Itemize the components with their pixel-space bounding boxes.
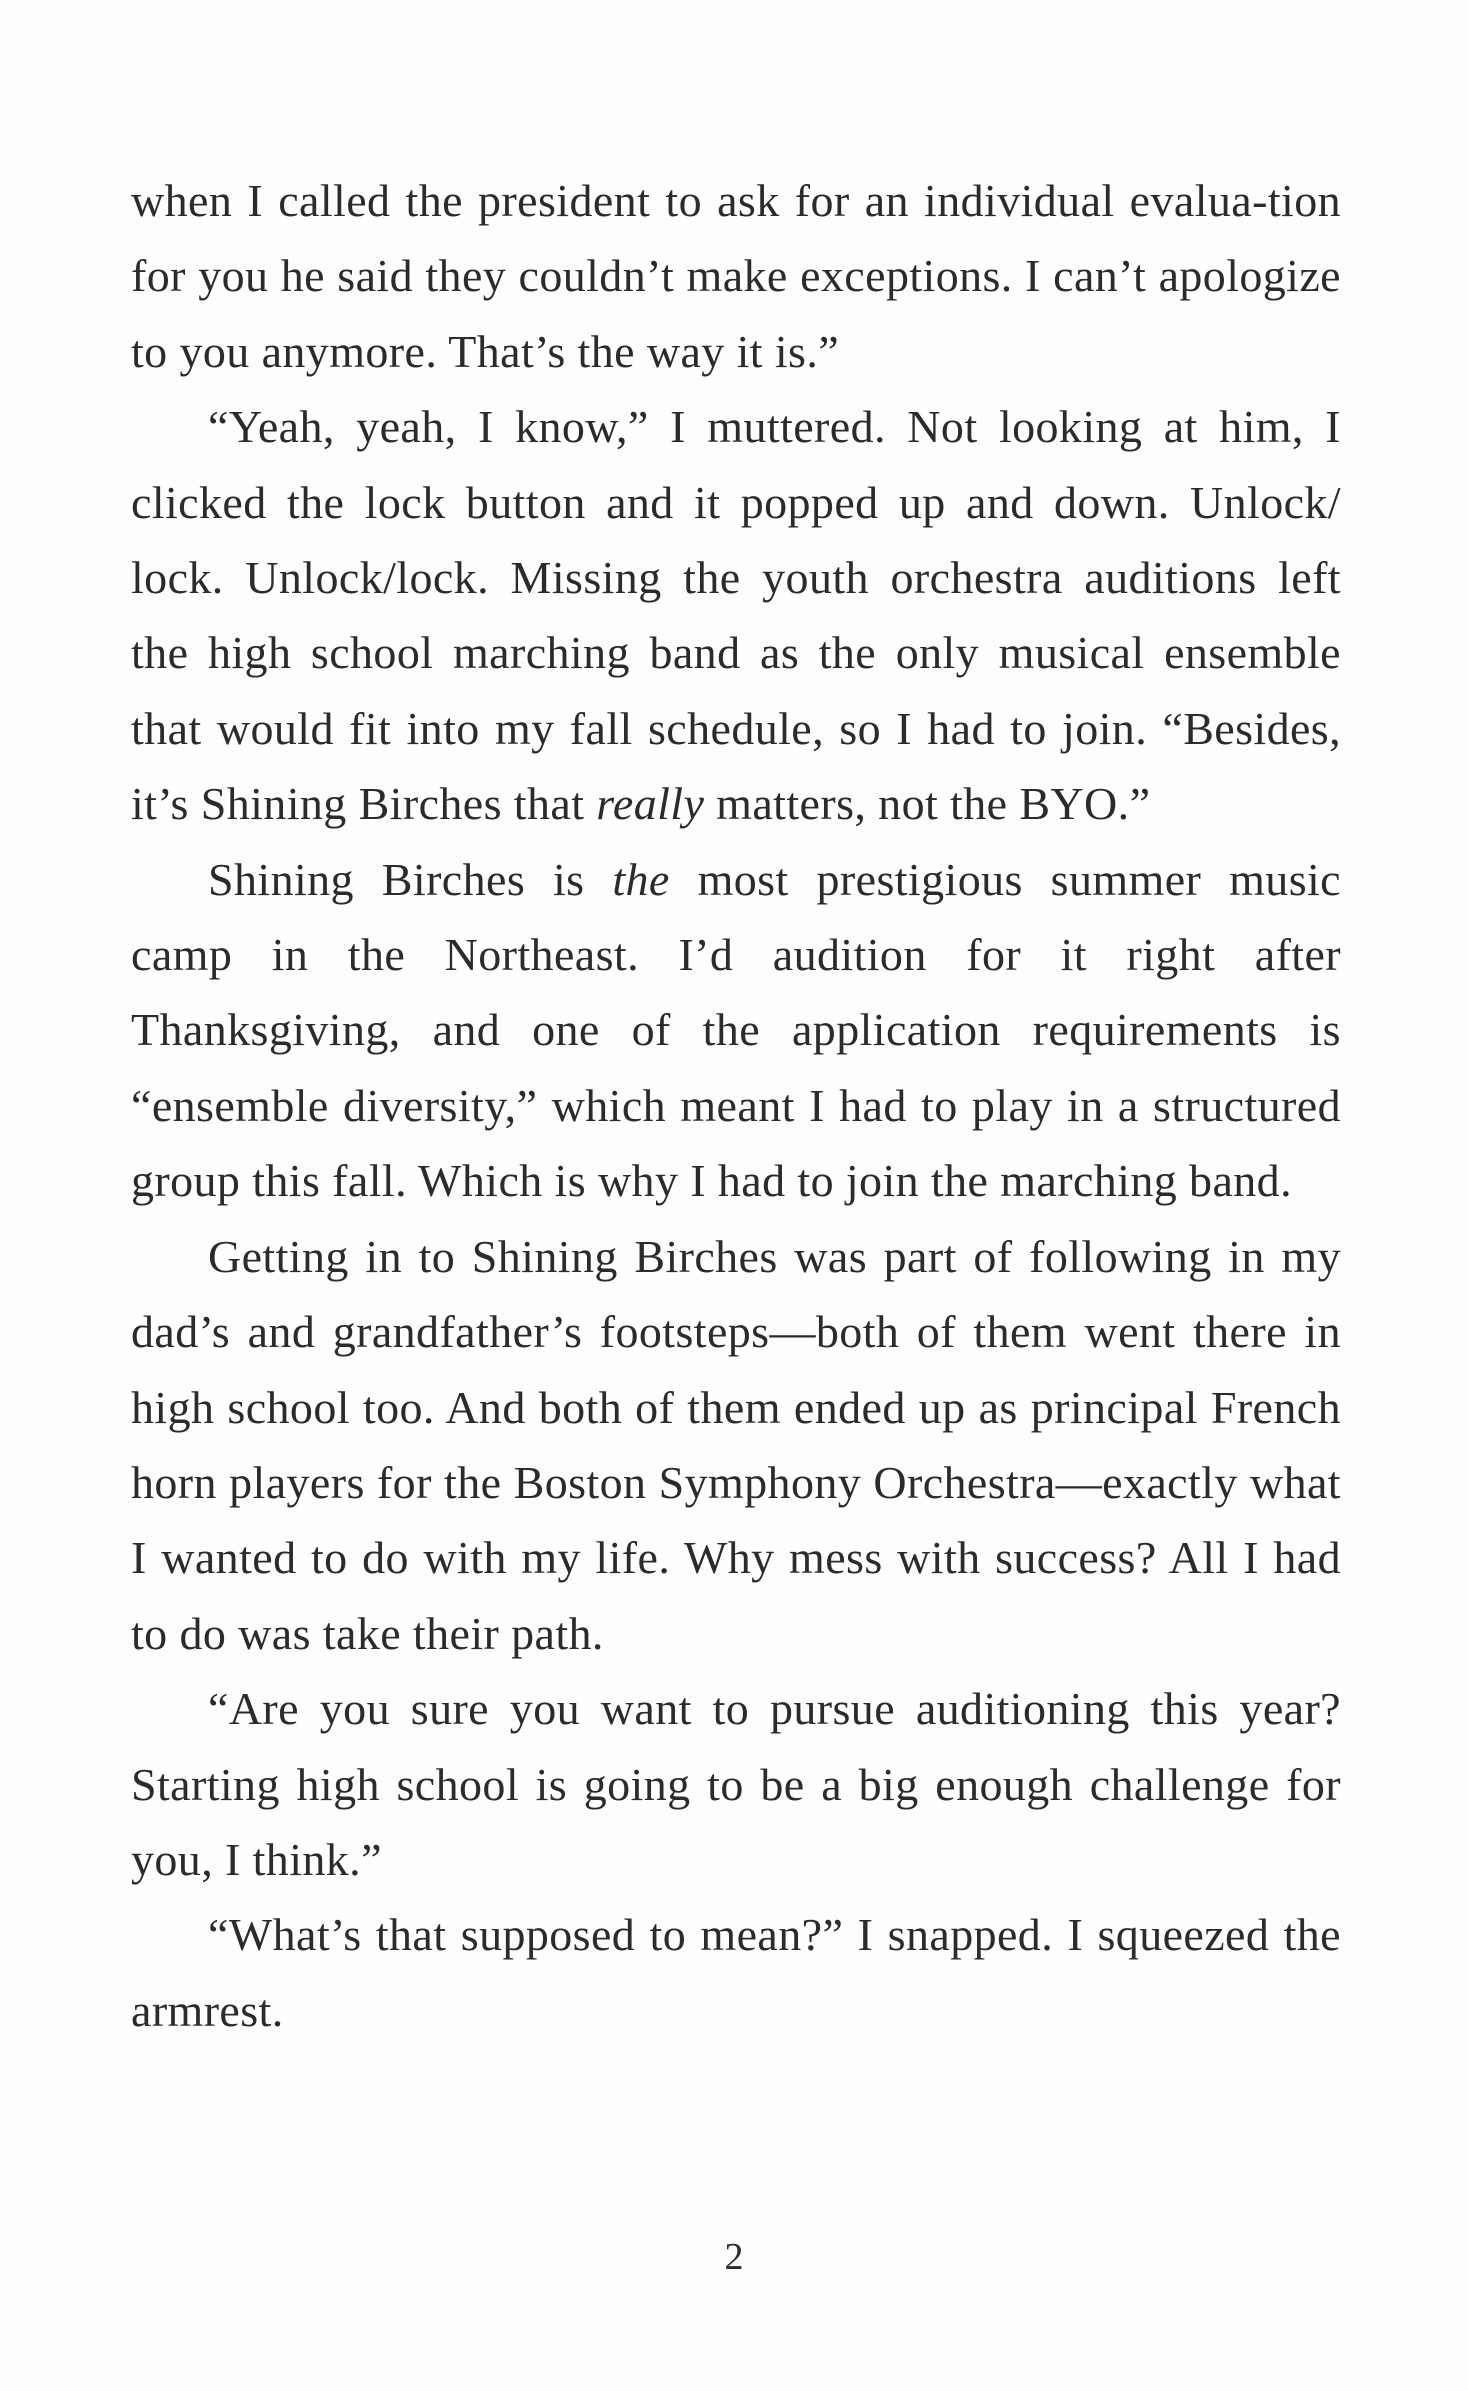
paragraph-3-text-b: most prestigious summer music camp in the Northeast. I’d audition for it right after Thanksgiving, and one of the application requirements is “ensemble diversity,” which meant I had to play in a structured group this fall. Which is why I had to join the marching band.: [131, 853, 1341, 1207]
paragraph-6-text: “What’s that supposed to mean?” I snapped. I squeezed the armrest.: [131, 1909, 1341, 2036]
paragraph-3: [131, 842, 1341, 1219]
paragraph-2: [131, 389, 1341, 841]
paragraph-1-text: when I called the president to ask for an individual evalua-tion for you he said they couldn’t make exceptions. I can’t apologize to you anymore. That’s the way it is.”: [131, 175, 1341, 377]
body-text: [131, 163, 1341, 2048]
paragraph-1: [131, 163, 1341, 389]
paragraph-4: [131, 1219, 1341, 1671]
paragraph-2-text-b: matters, not the BYO.”: [704, 778, 1151, 830]
paragraph-3-text-a: Shining Birches is: [208, 853, 613, 905]
paragraph-3-emphasis: the: [612, 853, 670, 905]
paragraph-6: [131, 1897, 1341, 2048]
paragraph-5: [131, 1671, 1341, 1897]
paragraph-2-emphasis: really: [596, 778, 705, 830]
paragraph-2-text-a: “Yeah, yeah, I know,” I muttered. Not looking at him, I clicked the lock button and it popped up and down. Unlock/ lock. Unlock/lock. Missing the youth orchestra auditions left the high school marching band as the only musical ensemble that would fit into my fall schedule, so I had to join. “Besides, it’s Shining Birches that: [131, 401, 1341, 830]
paragraph-4-text: Getting in to Shining Birches was part of following in my dad’s and grandfather’s footsteps—both of them went there in high school too. And both of them ended up as principal French horn players for the Boston Symphony Orchestra—exactly what I wanted to do with my life. Why mess with success? All I had to do was take their path.: [131, 1230, 1341, 1659]
page-number: 2: [724, 2236, 744, 2278]
paragraph-5-text: “Are you sure you want to pursue auditioning this year? Starting high school is going to be a big enough challenge for you, I think.”: [131, 1683, 1341, 1885]
